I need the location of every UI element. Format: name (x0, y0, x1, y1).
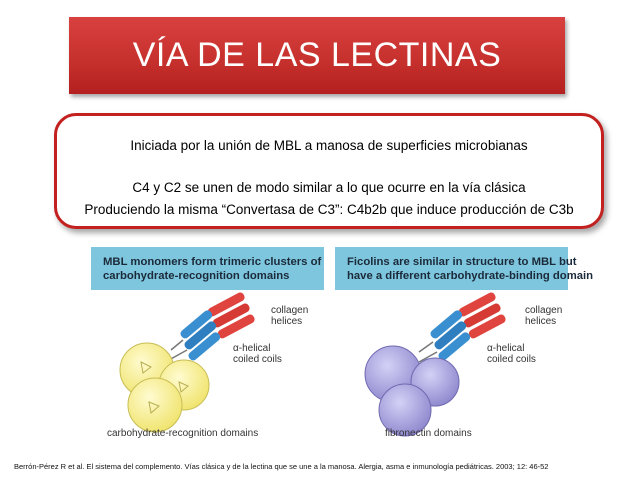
ficolin-collagen-label: collagen (525, 305, 563, 316)
mbl-collagen-label: collagen (271, 305, 309, 316)
title-banner (69, 17, 565, 94)
ficolin-fibronectin-label: fibronectin domains (385, 428, 472, 439)
citation: Berrón-Pérez R et al. El sistema del complemento. Vías clásica y de la lectina que se une a la manosa. Alergia, asma e inmunología pediátricas. 2003; 12: 46-52 (14, 462, 549, 471)
mbl-header-line-2: carbohydrate-recognition domains (103, 270, 290, 282)
slide-title: VÍA DE LAS LECTINAS (132, 36, 502, 74)
coiled-coils-shape (179, 309, 222, 362)
ficolin-coiled-coils-shape (429, 309, 472, 362)
info-line-3: Produciendo la misma “Convertasa de C3”: C4b2b que induce producción de C3b (84, 202, 574, 217)
ficolin-header-line-2: have a different carbohydrate-binding domain (347, 270, 594, 282)
collagen-helices-shape (206, 291, 256, 340)
mbl-figure (91, 247, 324, 443)
ficolin-figure-header (335, 247, 594, 290)
ficolin-header-line-1: Ficolins are similar in structure to MBL but (347, 256, 577, 268)
info-line-2: C4 y C2 se unen de modo similar a lo que ocurre en la vía clásica (132, 180, 526, 195)
mbl-coiled-coils-label: coiled coils (233, 354, 282, 365)
ficolin-coiled-coils-label: coiled coils (487, 354, 536, 365)
mbl-header-line-1: MBL monomers form trimeric clusters of (103, 256, 322, 268)
mbl-figure-header (91, 247, 324, 290)
ficolin-alpha-helical-label: α-helical (487, 343, 525, 354)
mbl-alpha-helical-label: α-helical (233, 343, 271, 354)
info-box (54, 113, 604, 229)
mbl-helices-label: helices (271, 316, 303, 327)
mbl-crd-label: carbohydrate-recognition domains (107, 428, 259, 439)
info-line-1: Iniciada por la unión de MBL a manosa de superficies microbianas (130, 138, 528, 153)
ficolin-helices-label: helices (525, 316, 557, 327)
ficolin-figure (335, 247, 594, 443)
